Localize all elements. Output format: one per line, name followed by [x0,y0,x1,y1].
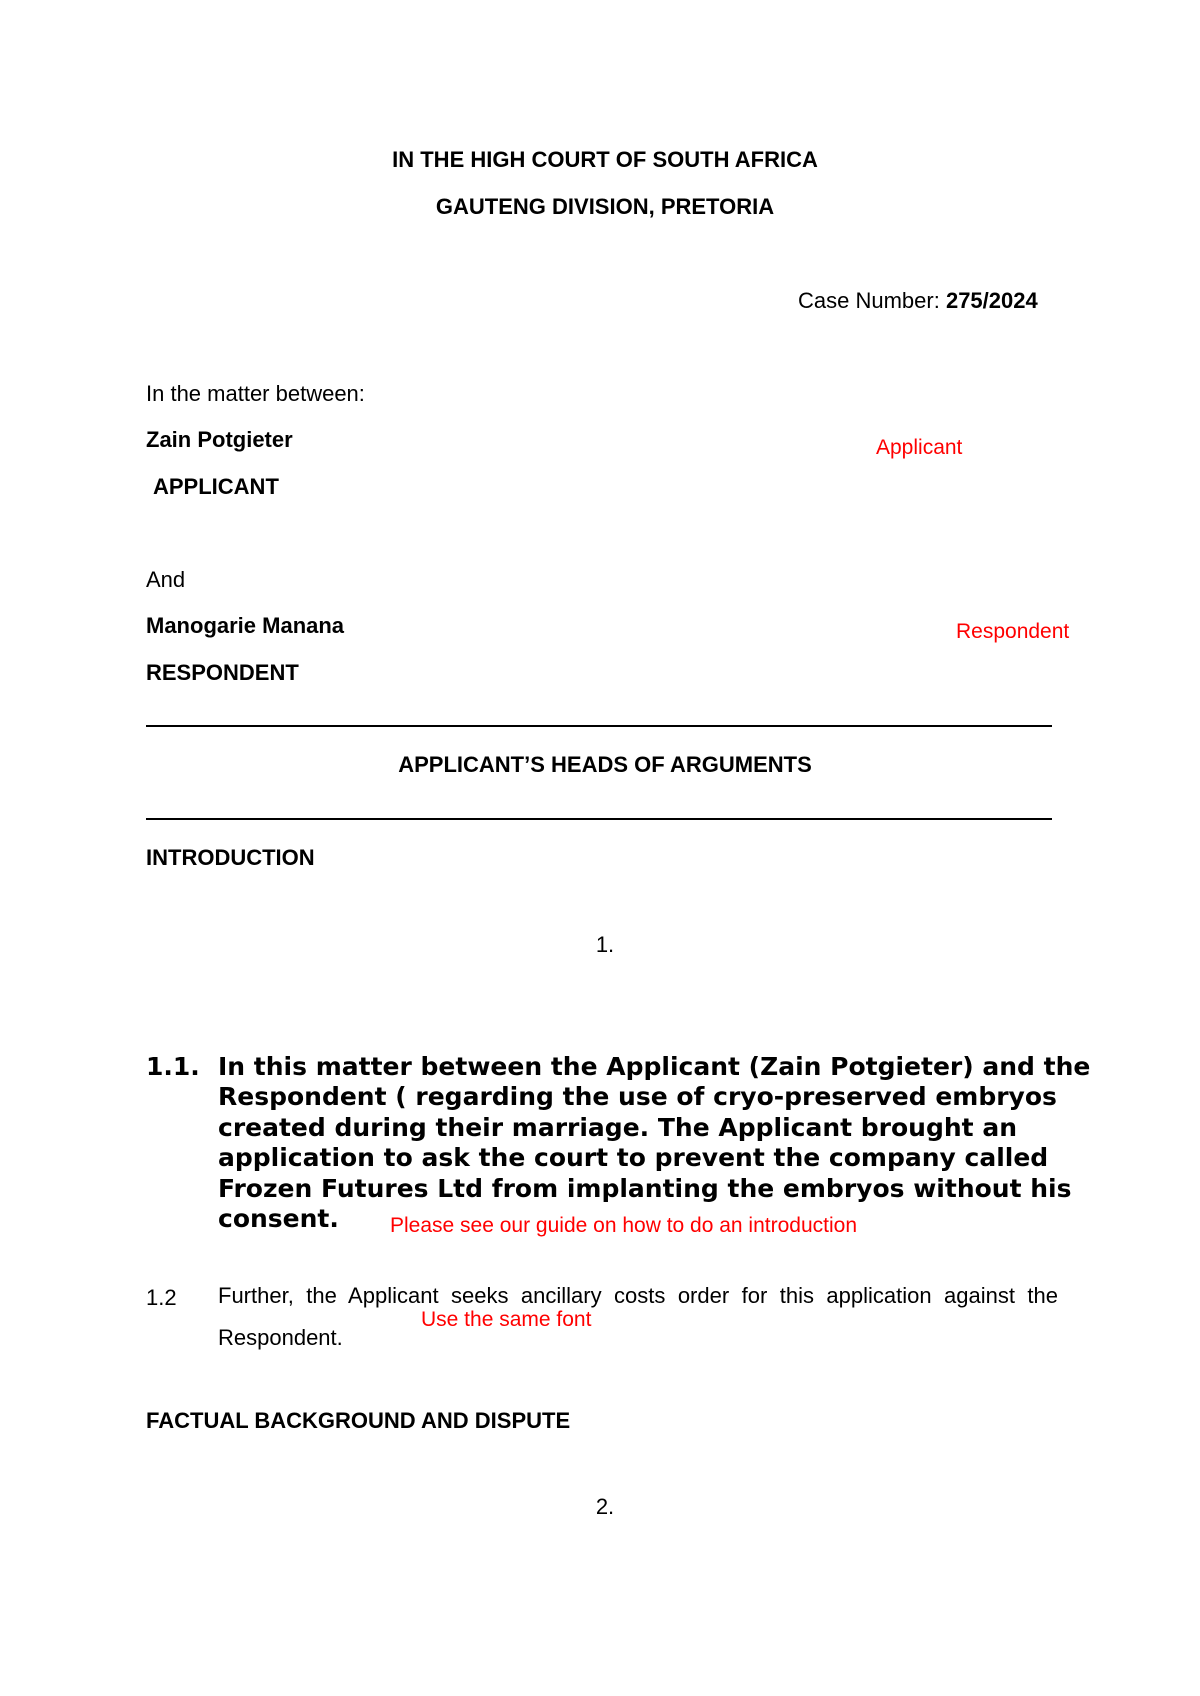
annotation-intro-guide: Please see our guide on how to do an introduction [390,1214,857,1237]
parties-intro: In the matter between: [146,381,365,406]
court-name: IN THE HIGH COURT OF SOUTH AFRICA [392,147,818,172]
case-number [798,288,1038,314]
introduction-heading: INTRODUCTION [146,845,315,870]
para-1-2-text: Further, the Applicant seeks ancillary costs order for this application against the Respondent. [218,1283,1058,1350]
title-rule-top [146,725,1052,727]
section-number-1: 1. [595,932,615,957]
title-rule-bottom [146,818,1052,820]
annotation-applicant: Applicant [876,436,963,459]
court-division: GAUTENG DIVISION, PRETORIA [435,194,775,219]
para-1-1-number: 1.1. [146,1052,200,1081]
respondent-role: RESPONDENT [146,660,299,685]
applicant-name: Zain Potgieter [146,427,293,452]
applicant-role: APPLICANT [153,474,279,499]
para-1-1-line: Respondent ( regarding the use of cryo-preserved embryos [218,1082,1057,1111]
document-title: APPLICANT’S HEADS OF ARGUMENTS [398,752,812,777]
para-1-1-line: created during their marriage. The Applicant brought an [218,1113,1017,1142]
section-number-2: 2. [595,1494,615,1519]
annotation-respondent: Respondent [956,620,1070,643]
respondent-name: Manogarie Manana [146,613,345,638]
factual-background-heading: FACTUAL BACKGROUND AND DISPUTE [146,1408,571,1433]
para-1-1-line: application to ask the court to prevent the company called [218,1143,1049,1172]
para-1-1-line: Frozen Futures Ltd from implanting the embryos without his [218,1174,1072,1203]
case-number-label: Case Number: [798,288,946,313]
para-1-1-line: In this matter between the Applicant (Zain Potgieter) and the [218,1052,1091,1081]
case-number-value: 275/2024 [945,288,1038,313]
parties-conjunction: And [146,567,186,592]
annotation-same-font: Use the same font [421,1308,592,1331]
para-1-1-line: consent. [218,1204,339,1233]
para-1-2-number: 1.2 [146,1285,177,1310]
